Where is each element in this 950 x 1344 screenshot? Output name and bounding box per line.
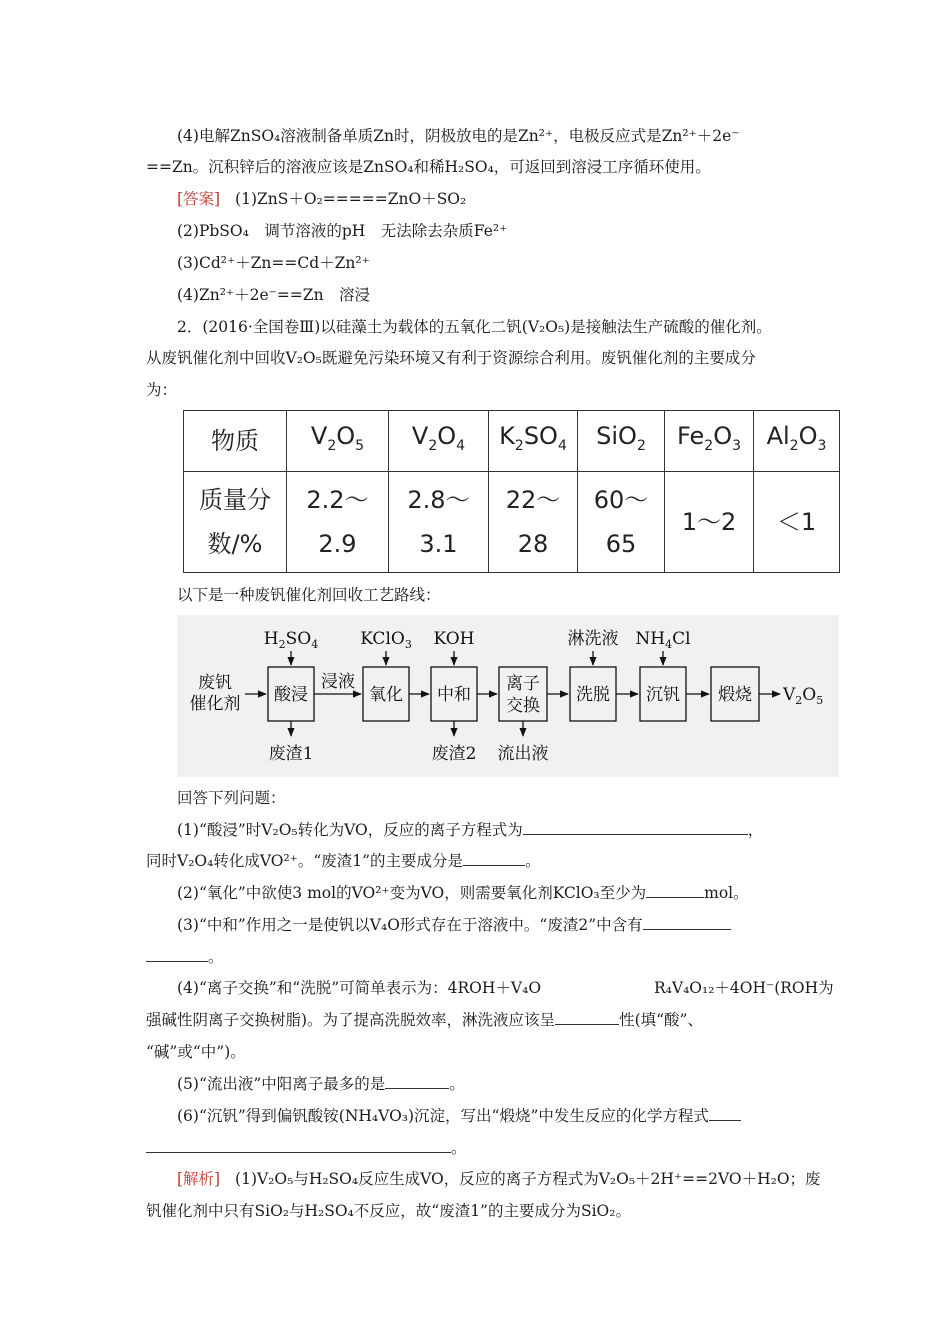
analysis-line-2: 钒催化剂中只有SiO₂与H₂SO₄不反应，故“废渣1”的主要成分为SiO₂。 — [146, 1202, 631, 1220]
table-col-v2o4: $V_2O_4$ — [389, 411, 489, 472]
answer-3: (3)Cd²⁺＋Zn==Cd＋Zn²⁺ — [177, 254, 370, 272]
answer-blank-7b[interactable] — [146, 1138, 451, 1153]
flow-box-acid-leach: 酸浸 — [274, 685, 308, 705]
question-6-line-2: 。 — [146, 1138, 467, 1158]
question-1-line-1: (1)“酸浸”时V₂O₅转化为VO，反应的离子方程式为 ， — [177, 821, 764, 839]
table-header-mass-fraction: 质量分 数/% — [184, 472, 287, 573]
question-1-line-2: 同时V₂O₄转化成VO²⁺。“废渣1”的主要成分是 。 — [146, 852, 541, 870]
question-4-line-1a: (4)“离子交换”和“洗脱”可简单表示为：4ROH＋V₄O — [177, 979, 542, 997]
question-4-line-2: 强碱性阴离子交换树脂)。为了提高洗脱效率，淋洗液应该呈 性(填“酸”、 — [146, 1011, 703, 1029]
part4-line-1: (4)电解ZnSO₄溶液制备单质Zn时，阴极放电的是Zn²⁺，电极反应式是Zn²⁺＋2e⁻ — [177, 127, 740, 145]
questions-intro: 回答下列问题： — [177, 789, 286, 807]
table-cell-al2o3: ＜1 — [754, 472, 840, 573]
flow-product-v2o5: $V_2O_5$ — [783, 685, 824, 707]
table-cell-v2o5: 2.2～ 2.9 — [287, 472, 389, 573]
question2-line-3: 为： — [146, 381, 178, 399]
answer-blank-3[interactable] — [646, 883, 704, 898]
answer-tag: [答案] — [177, 190, 221, 208]
question-5: (5)“流出液”中阳离子最多的是 。 — [177, 1075, 465, 1093]
question-6: (6)“沉钒”得到偏钒酸铵(NH₄VO₃)沉淀，写出“煅烧”中发生反应的化学方程式 — [177, 1106, 741, 1126]
flow-waste-2: 废渣2 — [431, 744, 477, 764]
table-row-mass-fraction — [184, 472, 840, 573]
analysis-line-1: [解析] (1)V₂O₅与H₂SO₄反应生成VO，反应的离子方程式为V₂O₅＋2H⁺==2VO＋H₂O；废 — [177, 1170, 821, 1188]
flow-box-ion-exchange-1: 离子 — [506, 674, 540, 694]
process-flow-diagram — [177, 615, 839, 777]
flow-input-line-1: 废钒 — [198, 673, 232, 693]
question-3: (3)“中和”作用之一是使钒以V₄O形式存在于溶液中。“废渣2”中含有 — [177, 915, 731, 935]
answer-blank-4b[interactable] — [146, 947, 208, 962]
table-cell-v2o4: 2.8～ 3.1 — [389, 472, 489, 573]
answer-line-1 — [177, 189, 466, 209]
flow-label-leachate: 浸液 — [321, 672, 355, 692]
flow-reagent-koh: KOH — [433, 629, 475, 649]
table-col-al2o3: $Al_2O_3$ — [754, 411, 840, 472]
answer-2: (2)PbSO₄ 调节溶液的pH 无法除去杂质Fe²⁺ — [177, 222, 508, 240]
flow-box-elution: 洗脱 — [576, 685, 610, 705]
answer-blank-2[interactable] — [463, 851, 525, 866]
question-4-line-3: “碱”或“中”)。 — [146, 1043, 246, 1061]
analysis-tag: [解析] — [177, 1170, 221, 1188]
flow-waste-1: 废渣1 — [268, 744, 314, 764]
table-header-substance: 物质 — [184, 411, 287, 472]
flow-reagent-h2so4: $H_2SO_4$ — [263, 629, 319, 651]
answer-blank-7a[interactable] — [709, 1106, 741, 1121]
answer-blank-1[interactable] — [523, 820, 748, 835]
table-col-sio2: SiO$_2$ — [578, 411, 665, 472]
question-4-line-1b: R₄V₄O₁₂＋4OH⁻(ROH为 — [654, 979, 834, 997]
flow-box-neutralize: 中和 — [437, 685, 471, 705]
table-cell-k2so4: 22～ 28 — [489, 472, 578, 573]
answer-blank-6[interactable] — [385, 1074, 449, 1089]
flow-reagent-kclo3: KClO$_3$ — [360, 629, 412, 651]
answer-blank-4a[interactable] — [643, 915, 731, 930]
question2-line-1: 2．(2016·全国卷Ⅲ)以硅藻土为载体的五氧化二钒(V₂O₅)是接触法生产硫酸的催化剂。 — [177, 318, 772, 336]
flow-box-precipitate: 沉钒 — [646, 685, 680, 705]
process-intro: 以下是一种废钒催化剂回收工艺路线： — [177, 586, 441, 604]
question-2: (2)“氧化”中欲使3 mol的VO²⁺变为VO，则需要氧化剂KClO₃至少为 mol。 — [177, 884, 749, 902]
flow-outflow: 流出液 — [497, 744, 549, 764]
answer-4: (4)Zn²⁺＋2e⁻==Zn 溶浸 — [177, 286, 371, 304]
table-col-k2so4: $K_2SO_4$ — [489, 411, 578, 472]
table-row-substance — [184, 411, 840, 472]
question2-line-2: 从废钒催化剂中回收V₂O₅既避免污染环境又有利于资源综合利用。废钒催化剂的主要成分 — [146, 349, 756, 367]
table-cell-sio2: 60～ 65 — [578, 472, 665, 573]
flow-box-oxidation: 氧化 — [369, 685, 403, 705]
table-col-v2o5: $V_2O_5$ — [287, 411, 389, 472]
answer-blank-5[interactable] — [555, 1010, 619, 1025]
flow-reagent-nh4cl: $NH_4Cl$ — [635, 629, 691, 651]
flow-input-line-2: 催化剂 — [189, 694, 241, 714]
answer-1: (1)ZnS＋O₂=====ZnO＋SO₂ — [235, 190, 467, 208]
flow-box-ion-exchange-2: 交换 — [506, 696, 540, 716]
flow-box-calcine: 煅烧 — [718, 685, 752, 705]
table-cell-fe2o3: 1～2 — [665, 472, 754, 573]
part4-line-2: ==Zn。沉积锌后的溶液应该是ZnSO₄和稀H₂SO₄，可返回到溶浸工序循环使用。 — [146, 158, 711, 176]
composition-table — [183, 410, 840, 573]
flow-reagent-eluent: 淋洗液 — [567, 629, 619, 649]
table-col-fe2o3: $Fe_2O_3$ — [665, 411, 754, 472]
question-3-line-2: 。 — [146, 947, 224, 967]
